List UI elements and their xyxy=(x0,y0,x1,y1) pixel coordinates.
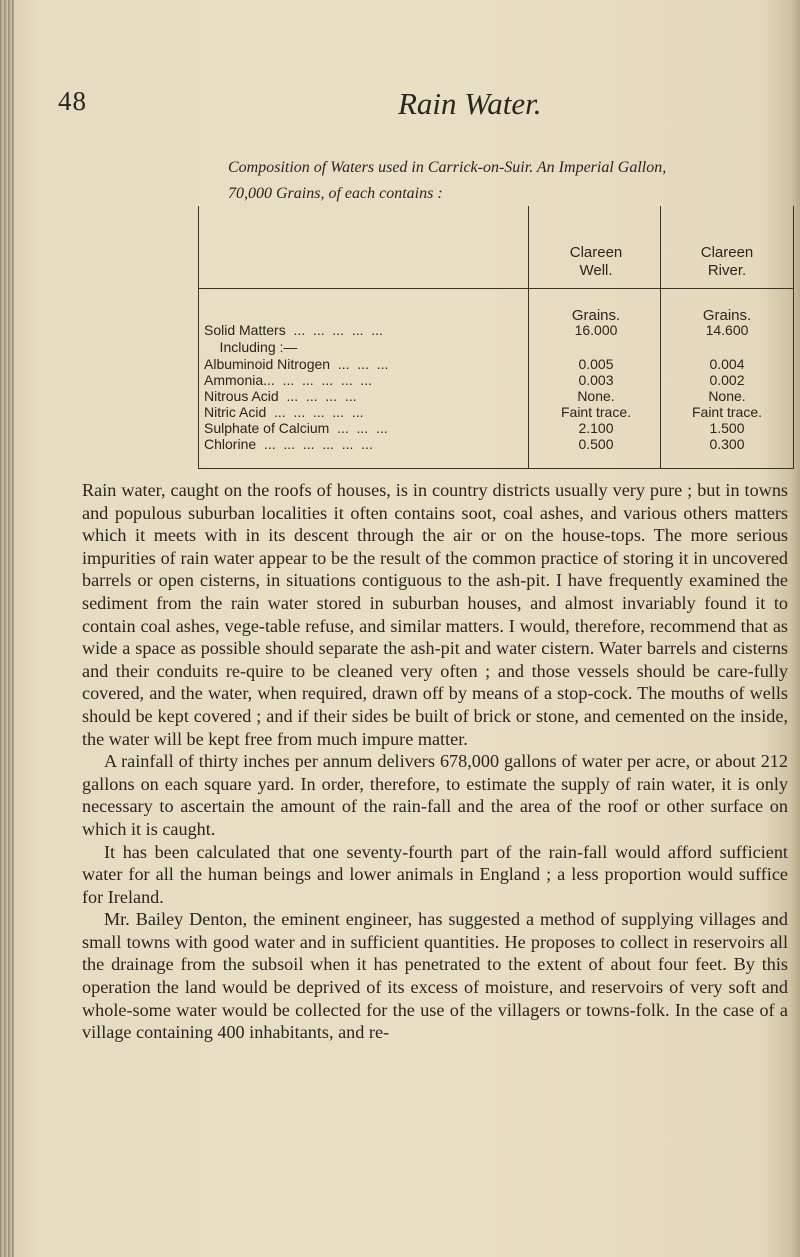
body-text xyxy=(82,479,788,1044)
page-number: 48 xyxy=(58,86,87,116)
row-label-solid-matters: Solid Matters ... ... ... ... ... xyxy=(204,322,383,338)
unit-label-well: Grains. xyxy=(571,307,621,324)
column-header-clareen-well: Clareen Well. xyxy=(569,244,623,279)
cell-value: Faint trace. xyxy=(691,404,763,420)
cell-value: 0.300 xyxy=(709,436,745,452)
table-column-rule xyxy=(660,206,661,468)
cell-value: None. xyxy=(708,388,746,404)
cell-value: 14.600 xyxy=(705,322,749,338)
paragraph: A rainfall of thirty inches per annum delivers 678,000 gallons of water per acre, or about 212 gallons on each square yard. In order, therefore, to estimate the supply of rain water, it is only necessary to ascertain the amount of the rain-fall and the area of the roof or other surface on which it is caught. xyxy=(82,751,788,839)
paragraph: It has been calculated that one seventy-fourth part of the rain-fall would afford sufficient water for all the human beings and lower animals in England ; a less proportion would suffice for Ireland. xyxy=(82,841,788,907)
row-label-albuminoid-nitrogen: Albuminoid Nitrogen ... ... ... xyxy=(204,356,389,372)
running-head: Rain Water. xyxy=(398,86,542,121)
paragraph: Rain water, caught on the roofs of houses, is in country districts usually very pure ; but in towns and populous suburban localities it often contains soot, coal ashes, and various others matters which it meets with in its descent through the air or on the house-tops. The more serious impurities of rain water appear to be the result of the common practice of storing it in uncovered barrels or open cisterns, in situations contiguous to the ash-pit. I have frequently examined the sediment from the rain water stored in suburban houses, and almost invariably found it to contain coal ashes, vege-table refuse, and similar matters. I would, therefore, recommend that as wide a space as possible should separate the ash-pit and water cistern. Water barrels and cisterns and their conduits re-quire to be cleaned very often ; and those vessels should be care-fully covered, and the water, when required, drawn off by means of a stop-cock. The mouths of wells should be kept covered ; and if their sides be built of brick or stone, and cemented on the inside, the water will be kept free from much impure matter. xyxy=(82,480,788,749)
row-label-nitric-acid: Nitric Acid ... ... ... ... ... xyxy=(204,404,364,420)
cell-value: 16.000 xyxy=(574,322,618,338)
cell-value: 1.500 xyxy=(709,420,745,436)
table-column-rule xyxy=(528,206,529,468)
unit-label-river: Grains. xyxy=(702,307,752,324)
paragraph: Mr. Bailey Denton, the eminent engineer, has suggested a method of supplying villages and small towns with good water and in sufficient quantities. He proposes to collect in reservoirs all the drainage from the subsoil when it has penetrated to the extent of about four feet. By this operation the land would be deprived of its excess of moisture, and reservoirs of very soft and whole-some water would be collected for the use of the villagers or towns-folk. In the case of a village containing 400 inhabitants, and re- xyxy=(82,909,788,1043)
table-header-rule xyxy=(198,288,794,289)
cell-value: 0.500 xyxy=(578,436,614,452)
cell-value: None. xyxy=(577,388,615,404)
row-label-nitrous-acid: Nitrous Acid ... ... ... ... xyxy=(204,388,357,404)
cell-value: Faint trace. xyxy=(560,404,632,420)
caption-line-1: Composition of Waters used in Carrick-on-Suir. An Imperial Gallon, xyxy=(228,159,667,176)
cell-value: 0.004 xyxy=(709,356,745,372)
row-label-including: Including :— xyxy=(204,339,298,355)
cell-value: 0.003 xyxy=(578,372,614,388)
row-label-sulphate-of-calcium: Sulphate of Calcium ... ... ... xyxy=(204,420,388,436)
caption-line-2: 70,000 Grains, of each contains : xyxy=(228,185,443,202)
cell-value: 2.100 xyxy=(578,420,614,436)
row-label-ammonia: Ammonia... ... ... ... ... ... xyxy=(204,372,373,388)
row-label-chlorine: Chlorine ... ... ... ... ... ... xyxy=(204,436,373,452)
table-caption xyxy=(228,155,788,207)
column-header-clareen-river: Clareen River. xyxy=(700,244,754,279)
cell-value: 0.005 xyxy=(578,356,614,372)
book-spine xyxy=(0,0,14,1257)
cell-value: 0.002 xyxy=(709,372,745,388)
